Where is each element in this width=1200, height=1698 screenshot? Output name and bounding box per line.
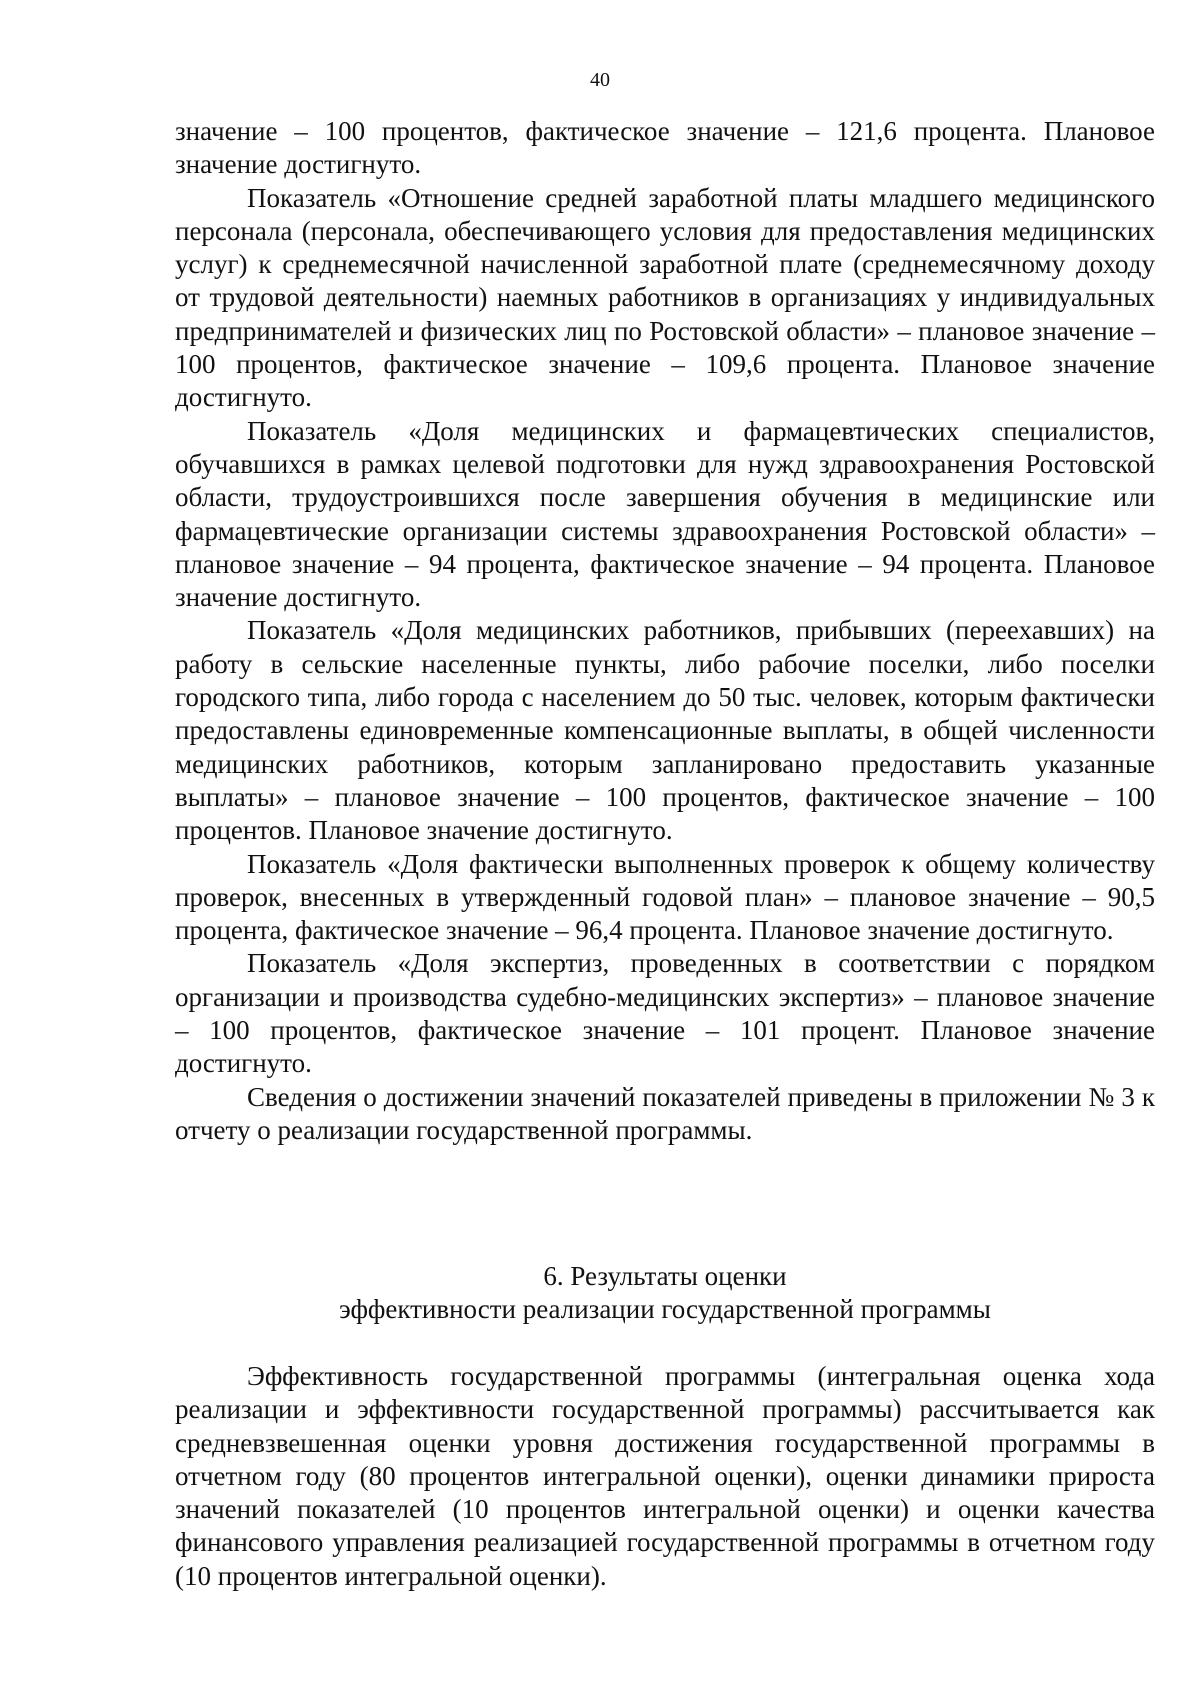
paragraph-indicator-salary: Показатель «Отношение средней заработной платы младшего медицинского персонала (персонала, обеспечивающего условия для предоставления медицинских услуг) к среднемесячной начисленной заработной плате (среднемесячному доходу от трудовой деятельности) наемных работников в организациях у индивидуальных предпринимателей и физических лиц по Ростовской области» – плановое значение – 100 процентов, фактическое значение – 109,6 процента. Плановое значение достигнуто.: [175, 182, 1155, 413]
paragraph-appendix-reference: Сведения о достижении значений показателей приведены в приложении № 3 к отчету о реализации государственной программы.: [175, 1081, 1155, 1145]
section-heading-line-2: эффективности реализации государственной программы: [339, 1294, 991, 1325]
section-heading: [175, 1260, 1155, 1327]
page-number: 40: [590, 69, 610, 91]
paragraph-continuation: значение – 100 процентов, фактическое значение – 121,6 процента. Плановое значение достигнуто.: [175, 116, 1155, 180]
paragraph-indicator-rural-workers: Показатель «Доля медицинских работников, прибывших (переехавших) на работу в сельские населенные пункты, либо рабочие поселки, либо поселки городского типа, либо города с населением до 50 тыс. человек, которым фактически предоставлены единовременные компенсационные выплаты, в общей численности медицинских работников, которым запланировано предоставить указанные выплаты» – плановое значение – 100 процентов, фактическое значение – 100 процентов. Плановое значение достигнуто.: [175, 615, 1155, 846]
body-text: [175, 115, 1155, 1147]
paragraph-efficiency: Эффективность государственной программы (интегральная оценка хода реализации и эффективности государственной программы) рассчитывается как средневзвешенная оценки уровня достижения государственной программы в отчетном году (80 процентов интегральной оценки), оценки динамики прироста значений показателей (10 процентов интегральной оценки) и оценки качества финансового управления реализацией государственной программы в отчетном году (10 процентов интегральной оценки).: [175, 1361, 1155, 1591]
paragraph-indicator-inspections: Показатель «Доля фактически выполненных проверок к общему количеству проверок, внесенных в утвержденный годовой план» – плановое значение – 90,5 процента, фактическое значение – 96,4 процента. Плановое значение достигнуто.: [175, 848, 1155, 946]
section-body: [175, 1360, 1155, 1593]
section-heading-line-1: 6. Результаты оценки: [543, 1261, 787, 1291]
paragraph-indicator-specialists: Показатель «Доля медицинских и фармацевтических специалистов, обучавшихся в рамках целевой подготовки для нужд здравоохранения Ростовской области, трудоустроившихся после завершения обучения в медицинские или фармацевтические организации системы здравоохранения Ростовской области» – плановое значение – 94 процента, фактическое значение – 94 процента. Плановое значение достигнуто.: [175, 415, 1155, 613]
paragraph-indicator-expertises: Показатель «Доля экспертиз, проведенных в соответствии с порядком организации и производства судебно-медицинских экспертиз» – плановое значение – 100 процентов, фактическое значение – 101 процент. Плановое значение достигнуто.: [175, 948, 1155, 1079]
